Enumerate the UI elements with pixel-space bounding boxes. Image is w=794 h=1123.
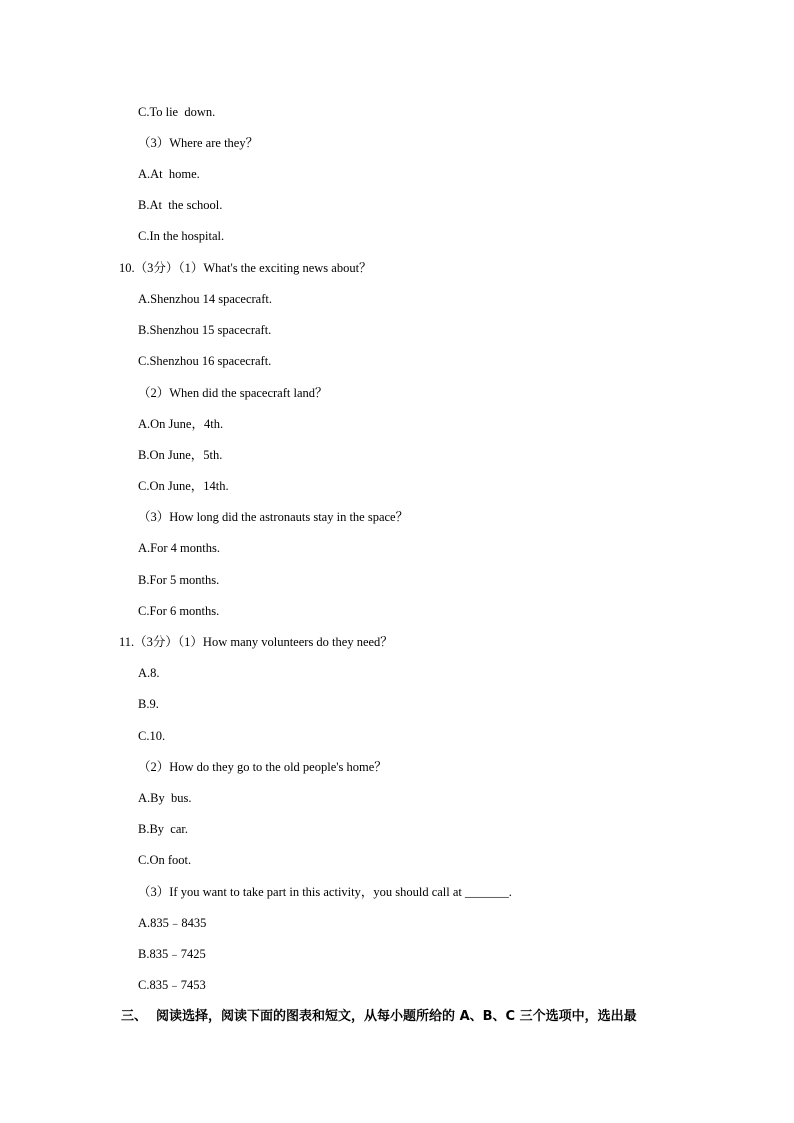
option-text: C.On foot. — [138, 853, 192, 867]
option-text: A.By bus. — [138, 791, 192, 805]
option-text: B.By car. — [138, 822, 188, 836]
sub-question: （2）When did the spacecraft land？ — [138, 386, 328, 400]
option-text: B.On June，5th. — [138, 448, 223, 462]
sub-question: （3）How long did the astronauts stay in the space？ — [138, 510, 409, 524]
sub-question: （3）Where are they？ — [138, 136, 259, 150]
option-text: B.835﹣7425 — [138, 947, 206, 961]
question-heading: 11.（3分）（1）How many volunteers do they need？ — [119, 635, 393, 649]
option-text: C.For 6 months. — [138, 604, 220, 618]
option-text: B.At the school. — [138, 198, 223, 212]
option-text: B.9. — [138, 697, 159, 711]
option-text: A.On June，4th. — [138, 417, 224, 431]
option-text: A.For 4 months. — [138, 541, 220, 555]
option-text: C.10. — [138, 729, 166, 743]
option-text: B.Shenzhou 15 spacecraft. — [138, 323, 272, 337]
option-text: A.835﹣8435 — [138, 916, 207, 930]
option-text: C.Shenzhou 16 spacecraft. — [138, 354, 272, 368]
option-text: C.On June，14th. — [138, 479, 229, 493]
option-text: A.8. — [138, 666, 160, 680]
question-heading: 10.（3分）（1）What's the exciting news about？ — [119, 261, 372, 275]
sub-question: （3）If you want to take part in this activity，you should call at _______. — [138, 885, 512, 899]
option-text: C.To lie down. — [138, 105, 216, 119]
section-heading: 三、 阅读选择，阅读下面的图表和短文，从每小题所给的 A、B、C 三个选项中，选出最 — [121, 1009, 637, 1024]
option-text: B.For 5 months. — [138, 573, 220, 587]
sub-question: （2）How do they go to the old people's home？ — [138, 760, 387, 774]
option-text: A.Shenzhou 14 spacecraft. — [138, 292, 272, 306]
option-text: C.835﹣7453 — [138, 978, 206, 992]
option-text: A.At home. — [138, 167, 200, 181]
option-text: C.In the hospital. — [138, 229, 225, 243]
